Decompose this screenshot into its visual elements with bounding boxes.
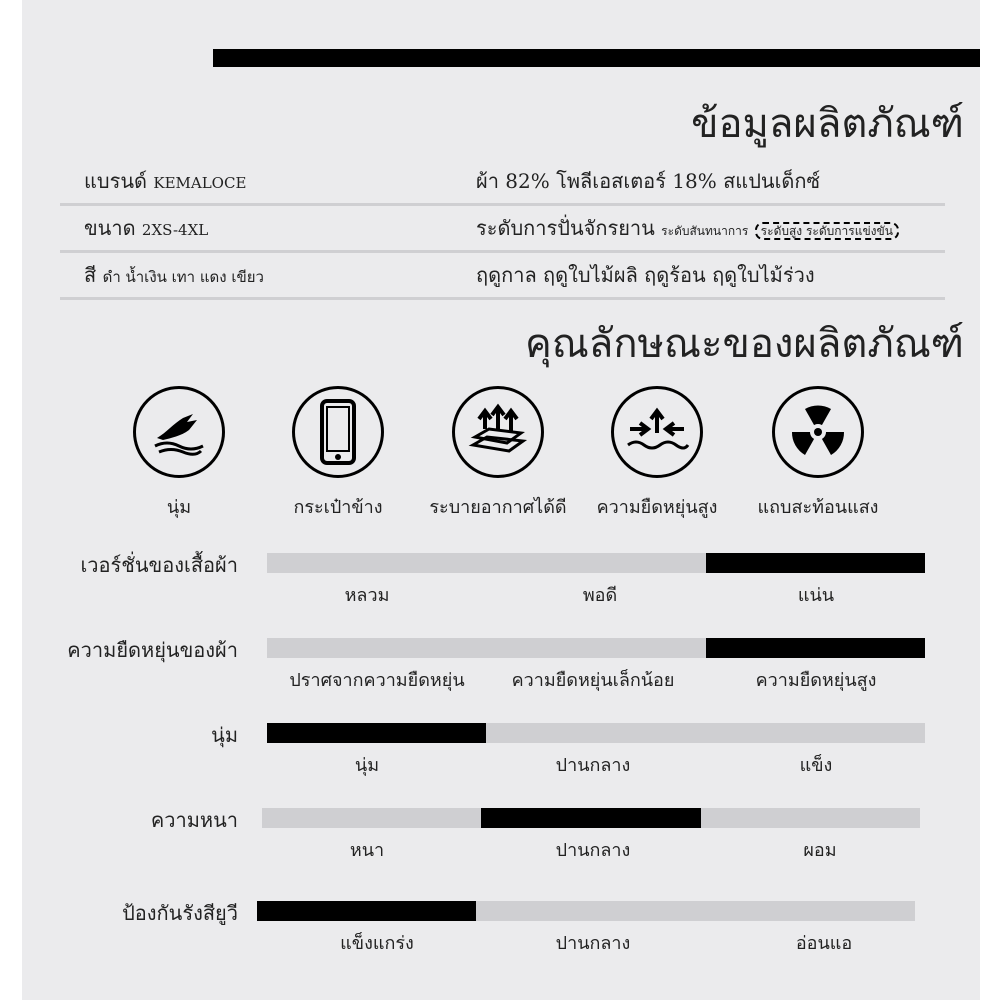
rating-label: ความยืดหยุ่นของผ้า [67,638,238,662]
rating-tick: แข็งแกร่ง [340,933,414,954]
rating-track [267,723,925,743]
phone-icon [292,386,384,478]
rating-label: เวอร์ชั่นของเสื้อผ้า [80,553,238,577]
rating-fill [706,638,925,658]
spec-option-selected: ระดับสูง ระดับการแข่งขัน [755,222,899,240]
rating-tick: หนา [349,840,385,861]
spec-value: ฤดูกาล ฤดูใบไม้ผลิ ฤดูร้อน ฤดูใบไม้ร่วง [476,263,815,287]
top-bar [213,49,980,67]
spec-label: สี [84,263,97,287]
rating-tick: แน่น [797,585,835,606]
rating-fill [706,553,925,573]
spec-value: KEMALOCE [153,174,247,192]
spec-value: ดำ น้ำเงิน เทา แดง เขียว [102,268,264,286]
rating-tick: ปานกลาง [555,755,631,776]
spec-value: ระดับการปั่นจักรยาน [476,216,655,240]
rating-fill [267,723,486,743]
rating-tick: แข็ง [799,755,833,776]
feature-label: กระเป๋าข้าง [293,497,383,518]
rating-label: ความหนา [150,808,238,832]
feature-item [258,386,418,521]
feature-label: แถบสะท้อนแสง [757,497,879,518]
rating-label: ป้องกันรังสียูวี [122,901,238,925]
feature-item [99,386,259,521]
features-title: คุณลักษณะของผลิตภัณฑ์ [524,321,964,367]
rating-tick: อ่อนแอ [795,933,853,954]
spec-option: ระดับสันทนาการ [661,224,749,238]
spec-value: 2XS-4XL [141,221,209,239]
feature-label: ความยืดหยุ่นสูง [596,497,718,518]
spec-label: ขนาด [84,216,136,240]
rating-tick: หลวม [344,585,390,606]
spec-row [60,157,945,206]
rating-tick: นุ่ม [354,755,380,776]
feature-label: นุ่ม [166,497,192,518]
spec-label: แบรนด์ [84,169,147,193]
reflective-icon [772,386,864,478]
rating-tick: ปานกลาง [555,933,631,954]
feature-item [738,386,898,521]
rating-tick: พอดี [582,585,618,606]
rating-label: นุ่ม [211,723,238,747]
rating-track [267,553,925,573]
feature-label: ระบายอากาศได้ดี [429,497,567,518]
page-title: ข้อมูลผลิตภัณฑ์ [691,101,964,147]
rating-tick: ปราศจากความยืดหยุ่น [289,670,465,691]
rating-track [262,808,920,828]
rating-tick: ความยืดหยุ่นสูง [755,670,877,691]
rating-tick: ผอม [803,840,837,861]
feature-item [418,386,578,521]
spec-row [60,251,945,300]
rating-track [257,901,915,921]
hand-icon [133,386,225,478]
rating-track [267,638,925,658]
stretch-icon [611,386,703,478]
rating-fill [481,808,701,828]
spec-value: ผ้า 82% โพลีเอสเตอร์ 18% สแปนเด็กซ์ [476,169,821,193]
ventilation-icon [452,386,544,478]
spec-row [60,204,945,253]
rating-fill [257,901,476,921]
rating-tick: ปานกลาง [555,840,631,861]
feature-item [577,386,737,521]
rating-tick: ความยืดหยุ่นเล็กน้อย [511,670,675,691]
